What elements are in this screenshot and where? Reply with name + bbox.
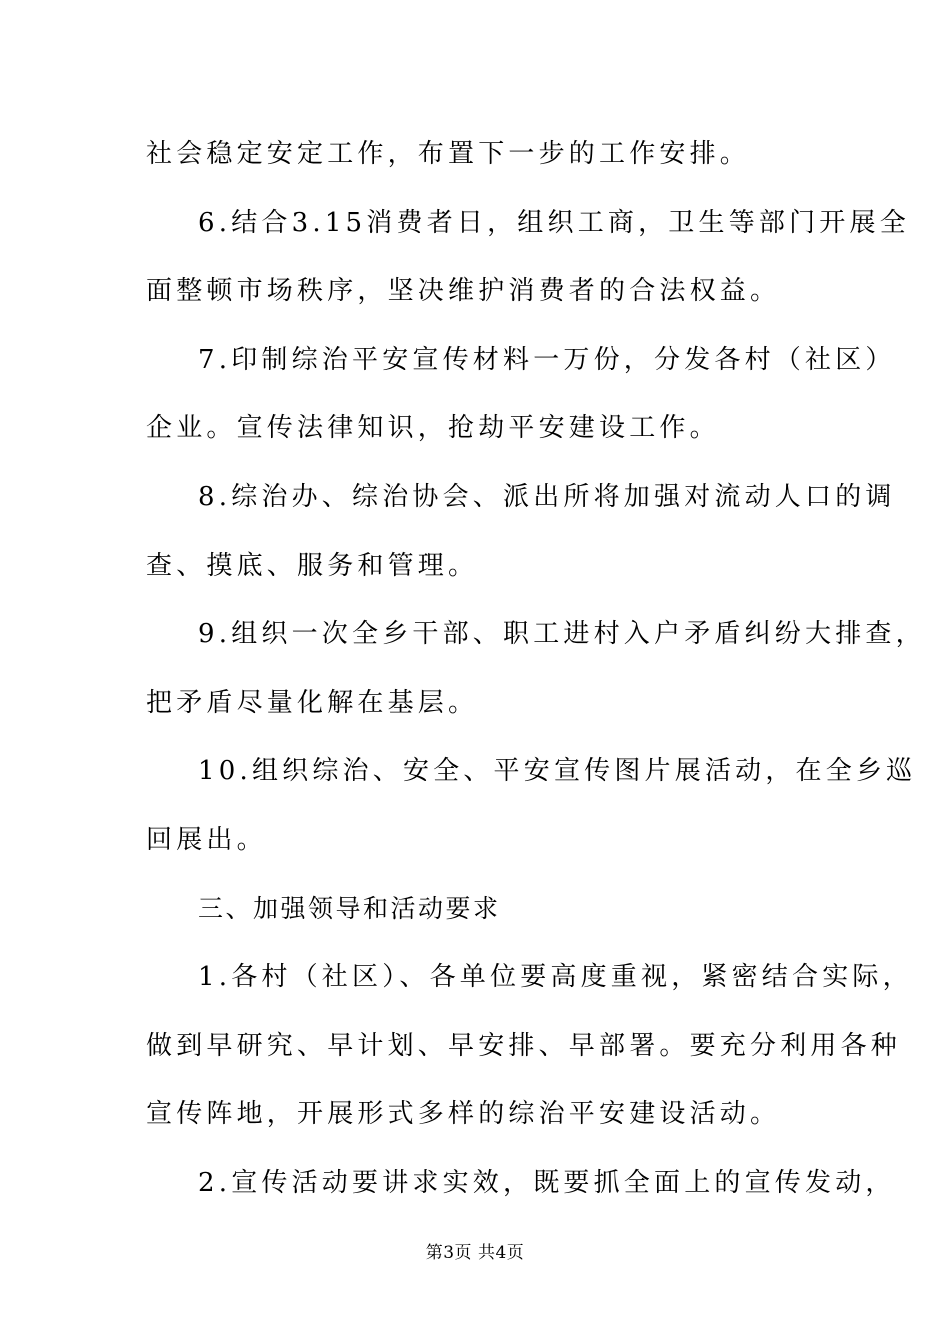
paragraph-line: 查、摸底、服务和管理。 — [146, 551, 479, 581]
paragraph-line: 回展出。 — [146, 825, 267, 855]
paragraph-line: 7.印制综治平安宣传材料一万份，分发各村（社区） — [198, 345, 896, 375]
paragraph-line: 8.综治办、综治协会、派出所将加强对流动人口的调 — [198, 482, 896, 512]
paragraph-line: 企业。宣传法律知识，抢劫平安建设工作。 — [146, 413, 720, 443]
paragraph-line: 社会稳定安定工作，布置下一步的工作安排。 — [146, 139, 751, 169]
paragraph-line: 6.结合3.15消费者日，组织工商，卫生等部门开展全 — [198, 208, 910, 238]
paragraph-line: 宣传阵地，开展形式多样的综治平安建设活动。 — [146, 1099, 781, 1129]
paragraph-line: 10.组织综治、安全、平安宣传图片展活动，在全乡巡 — [198, 756, 917, 786]
paragraph-line: 2.宣传活动要讲求实效，既要抓全面上的宣传发动， — [198, 1168, 896, 1198]
paragraph-line: 面整顿市场秩序，坚决维护消费者的合法权益。 — [146, 276, 781, 306]
paragraph-line: 9.组织一次全乡干部、职工进村入户矛盾纠纷大排查， — [198, 619, 926, 649]
section-heading: 三、加强领导和活动要求 — [198, 894, 501, 923]
paragraph-line: 把矛盾尽量化解在基层。 — [146, 688, 479, 718]
paragraph-line: 做到早研究、早计划、早安排、早部署。要充分利用各种 — [146, 1031, 902, 1061]
page-footer: 第3页 共4页 — [425, 1243, 525, 1263]
paragraph-line: 1.各村（社区）、各单位要高度重视，紧密结合实际， — [198, 962, 913, 992]
